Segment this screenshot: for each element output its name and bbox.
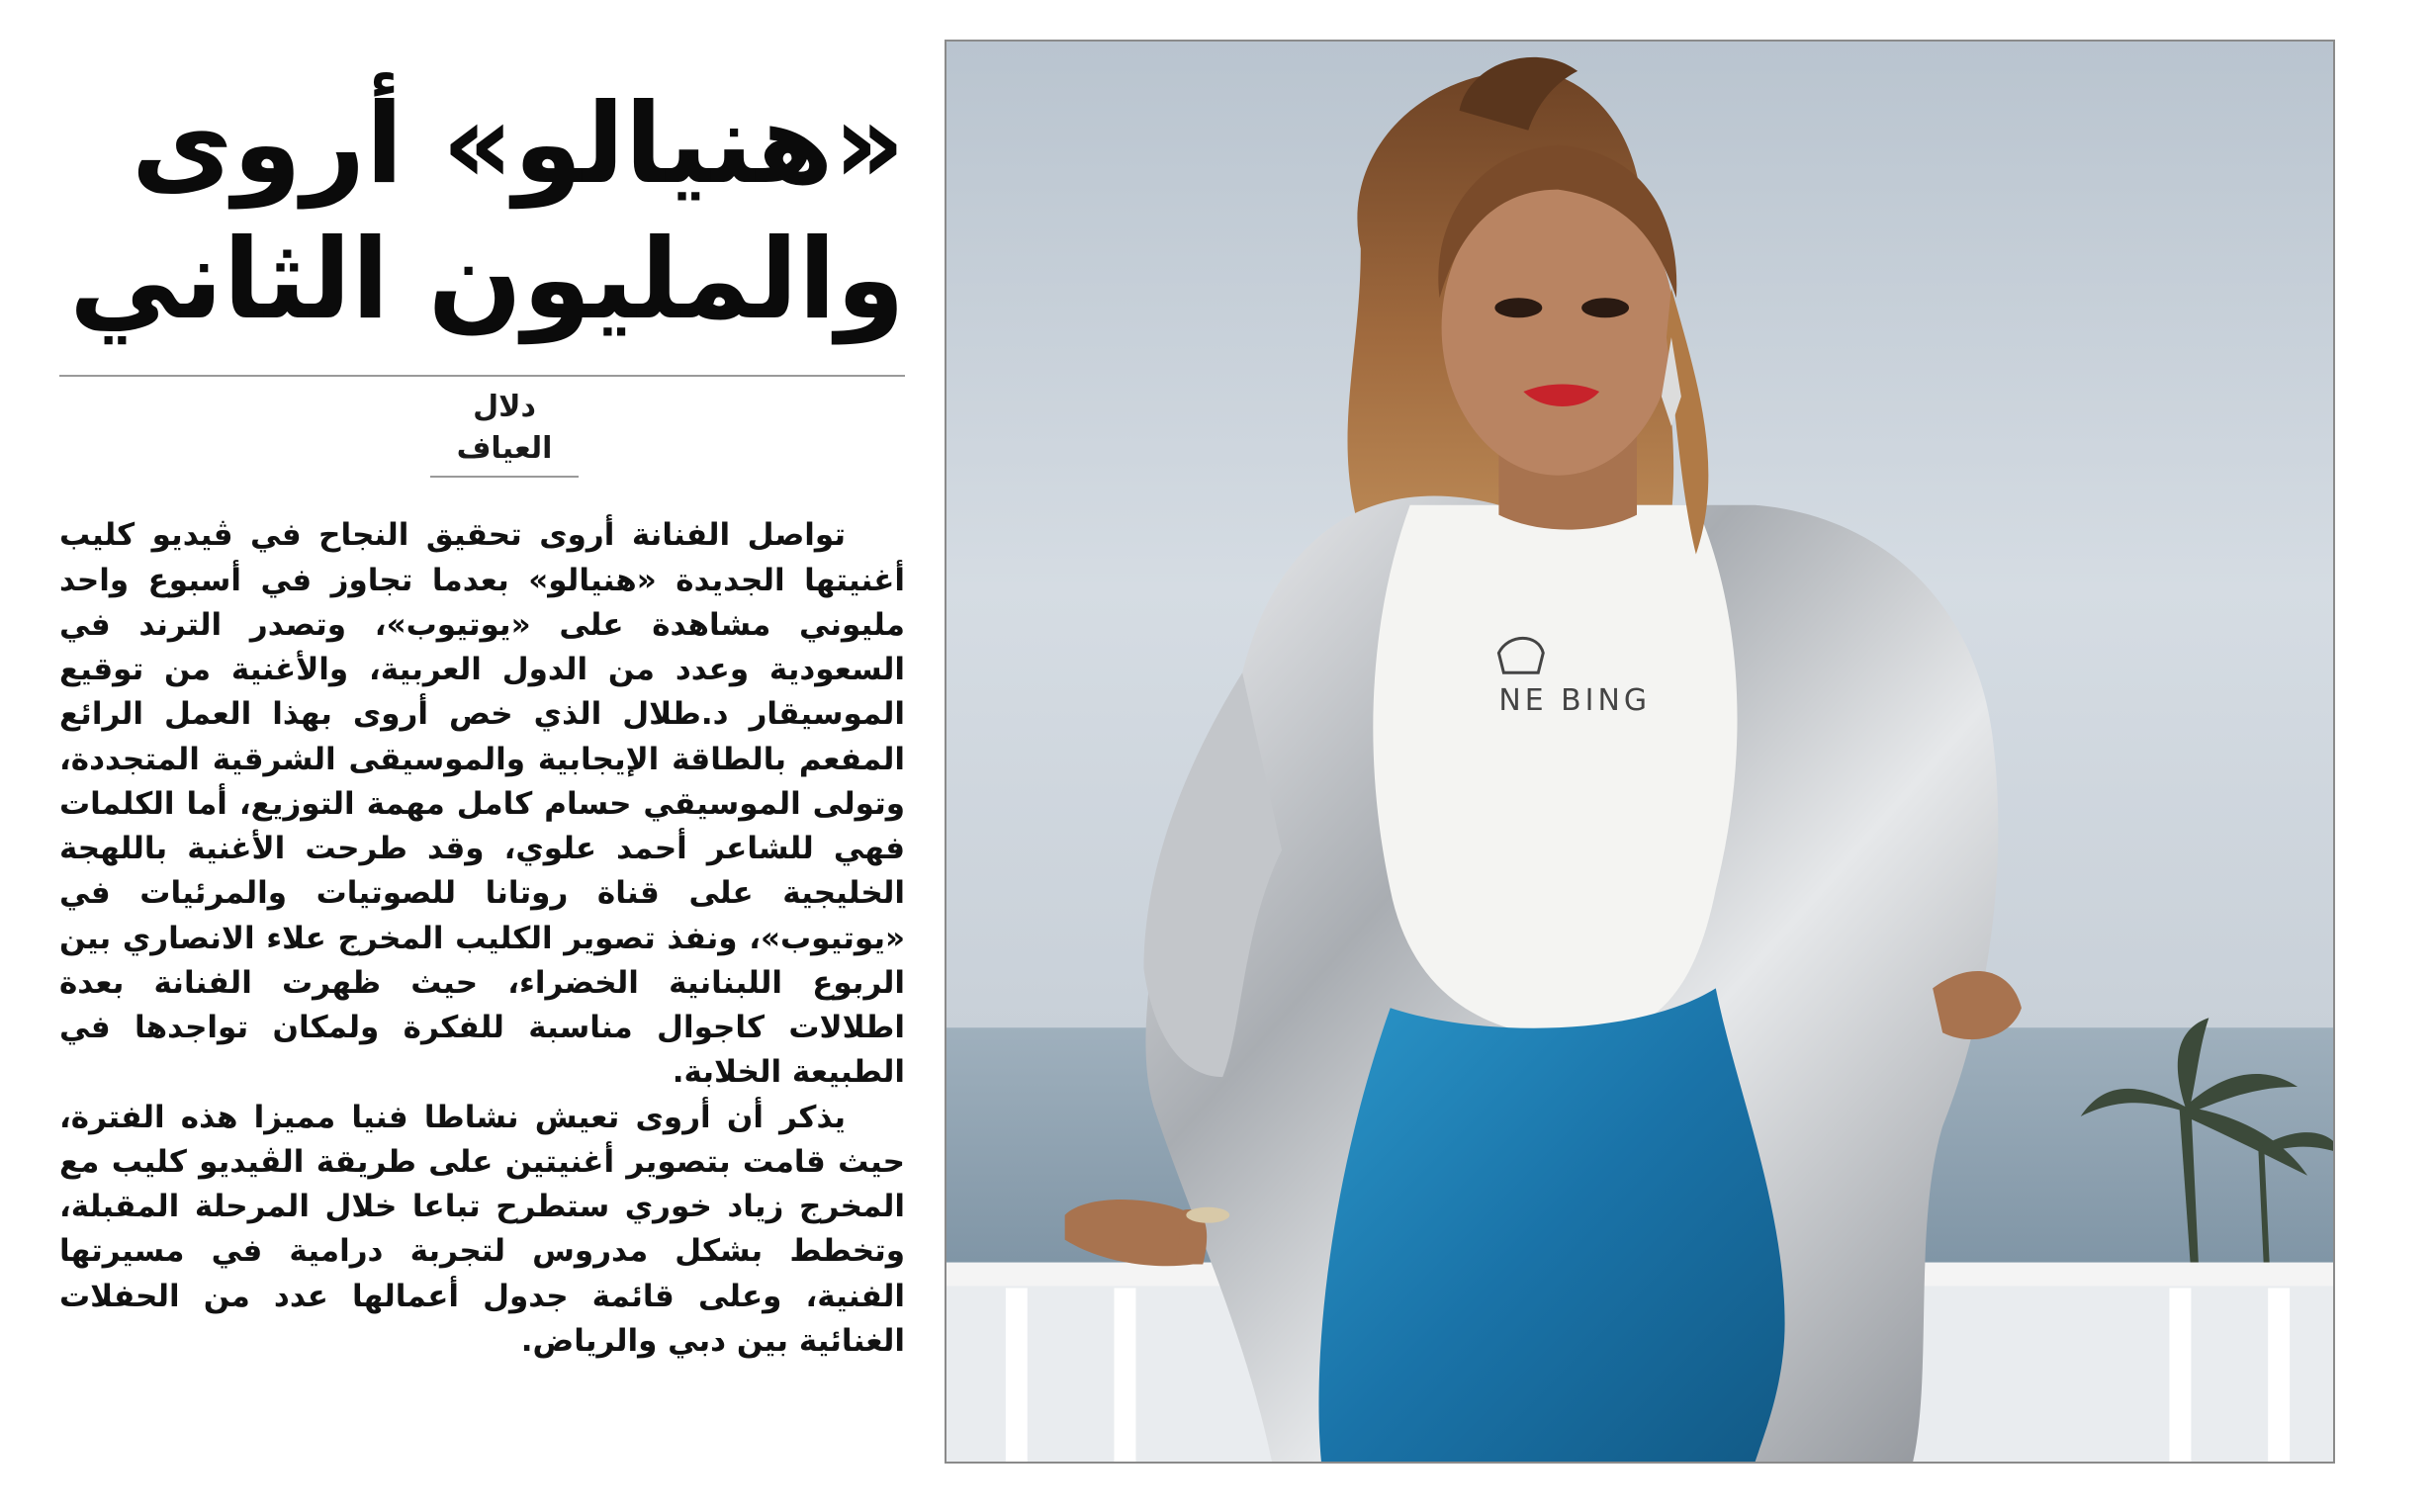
- article-body: [59, 513, 905, 1364]
- shirt-print: NE BING: [1498, 683, 1651, 719]
- headline-line-1: «هنيالو» أروى: [131, 80, 905, 209]
- article-photo: [945, 40, 2335, 1464]
- body-paragraph-2: يذكر أن أروى تعيش نشاطا فنيا مميزا هذه الفترة، حيث قامت بتصوير أغنيتين على طريقة الڤيديو كليب مع المخرج زياد خوري ستطرح تباعا خلال المرحلة المقبلة، وتخطط بشكل مدروس لتجربة درامية في مسيرتها الفنية، وعلى قائمة جدول أعمالها عدد من الحفلات الغنائية بين دبي والرياض.: [59, 1099, 905, 1359]
- article-headline: [59, 59, 905, 347]
- body-paragraph-1: تواصل الفنانة أروى تحقيق النجاح في ڤيديو كليب أغنيتها الجديدة «هنيالو» بعدما تجاوز في أسبوع واحد مليوني مشاهدة على «يوتيوب»، وتصدر الترند في السعودية وعدد من الدول العربية، والأغنية من توقيع الموسيقار د.طلال الذي خص أروى بهذا العمل الرائع المفعم بالطاقة الإيجابية والموسيقى الشرقية المتجددة، وتولى الموسيقي حسام كامل مهمة التوزيع، أما الكلمات فهي للشاعر أحمد علوي، وقد طرحت الأغنية باللهجة الخليجية على قناة روتانا للصوتيات والمرئيات في «يوتيوب»، ونفذ تصوير الكليب المخرج علاء الانصاري بين الربوع اللبنانية الخضراء، حيث ظهرت الفنانة بعدة اطلالات كاجوال مناسبة للفكرة ولمكان تواجدها في الطبيعة الخلابة.: [59, 517, 905, 1091]
- byline-block: [430, 387, 579, 478]
- white-shirt: [1373, 505, 1737, 1038]
- byline-underline: [430, 476, 579, 478]
- singer-portrait: [946, 42, 2333, 1462]
- article-column: [59, 59, 905, 1464]
- headline-line-2: والمليون الثاني: [69, 215, 905, 344]
- headline-divider: [59, 375, 905, 377]
- blue-skirt: [1318, 988, 1784, 1462]
- byline: دلال العياف: [456, 390, 553, 467]
